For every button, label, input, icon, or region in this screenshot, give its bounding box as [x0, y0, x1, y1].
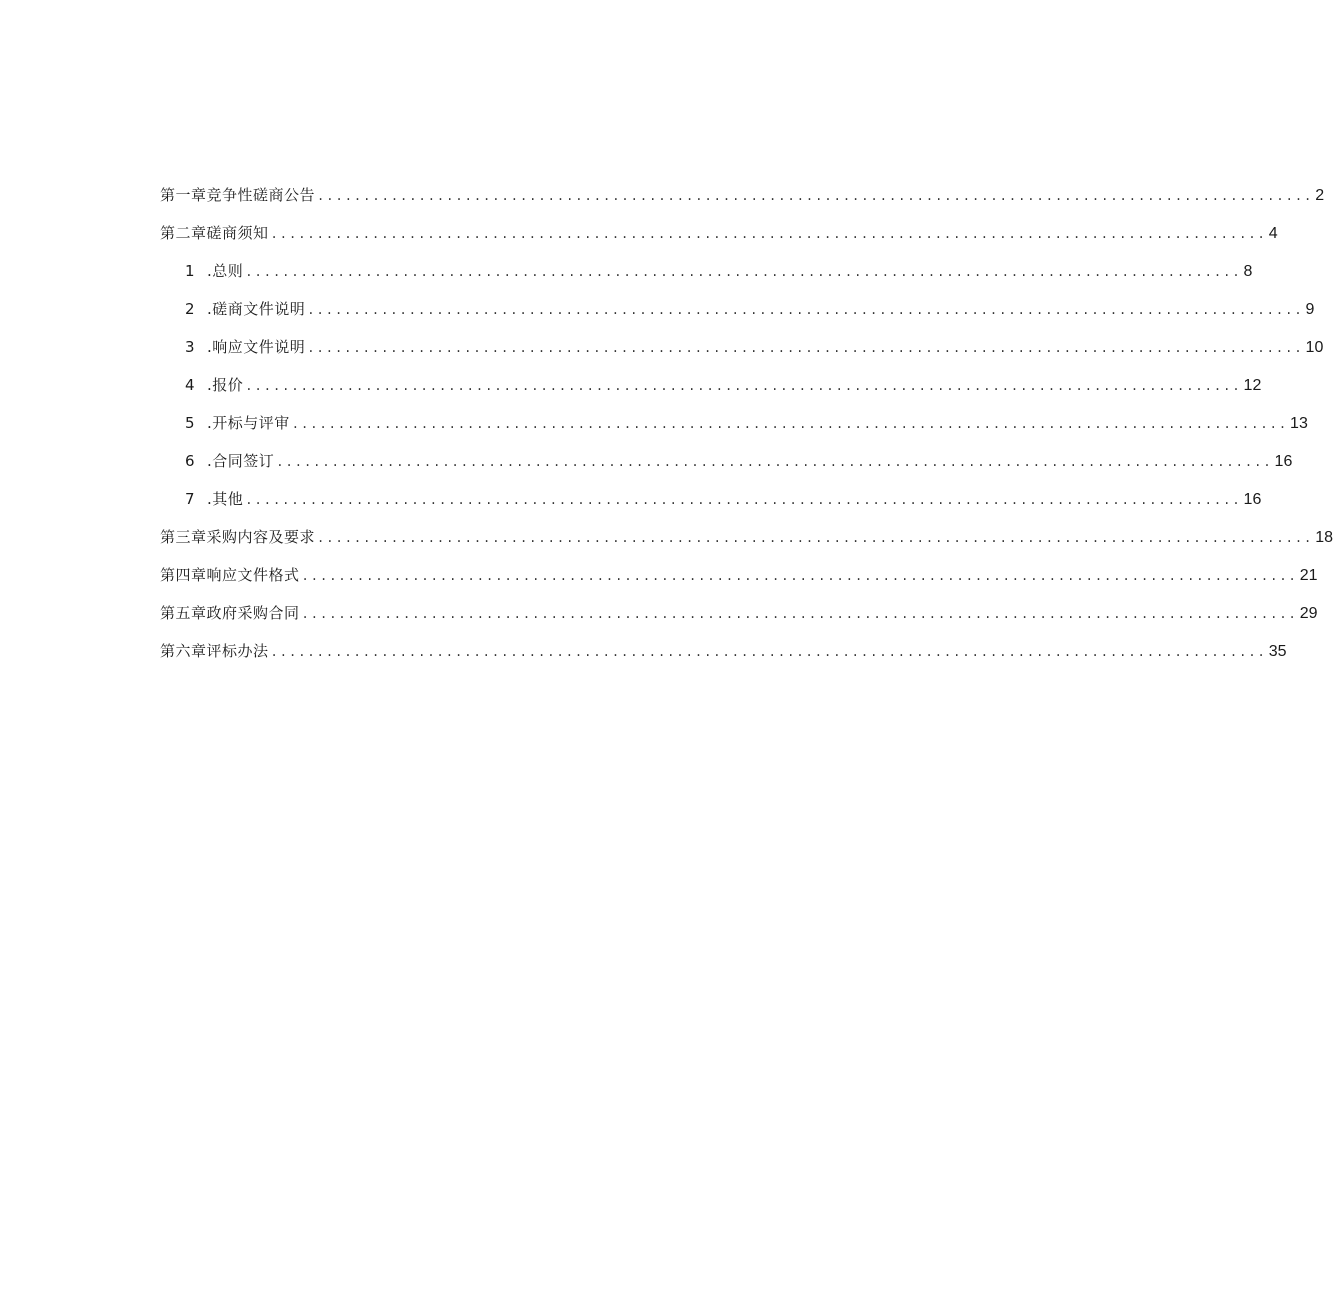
toc-page-number: 8	[1243, 263, 1253, 280]
toc-dot-leader: ............................................................................................................	[307, 341, 1304, 355]
toc-page-number: 18	[1315, 529, 1333, 546]
toc-section-title: .磋商文件说明	[207, 300, 306, 318]
toc-entry-title	[185, 370, 243, 400]
toc-entry-title: 第五章政府采购合同	[160, 604, 300, 622]
toc-page-number: 13	[1290, 415, 1308, 432]
toc-page-number: 10	[1305, 339, 1324, 356]
toc-entry-title	[185, 484, 243, 514]
toc-entry-title	[185, 446, 274, 476]
toc-dot-leader: ............................................................................................................	[276, 455, 1273, 469]
toc-dot-leader: ............................................................................................................	[301, 569, 1298, 583]
toc-entry-chapter-2[interactable]	[160, 218, 1278, 256]
toc-section-title: .响应文件说明	[207, 338, 306, 356]
toc-entry-section-4[interactable]	[160, 370, 1262, 408]
toc-page-number: 12	[1243, 377, 1262, 394]
toc-section-title: .其他	[207, 490, 244, 508]
toc-dot-leader: ............................................................................................................	[317, 531, 1314, 545]
toc-entry-section-3[interactable]	[160, 332, 1324, 370]
toc-entry-chapter-1[interactable]	[160, 180, 1325, 218]
toc-section-title: .合同签订	[207, 452, 275, 470]
toc-dot-leader: ............................................................................................................	[245, 265, 1242, 279]
toc-dot-leader: ............................................................................................................	[301, 607, 1298, 621]
toc-section-number: 7	[185, 490, 196, 508]
toc-page-number: 2	[1315, 187, 1325, 204]
toc-entry-section-7[interactable]	[160, 484, 1262, 522]
table-of-contents	[160, 180, 1333, 674]
toc-page-number: 16	[1243, 491, 1262, 508]
toc-entry-title	[185, 332, 305, 362]
toc-section-number: 4	[185, 376, 196, 394]
toc-entry-title: 第二章磋商须知	[160, 224, 269, 242]
toc-entry-title	[185, 294, 305, 324]
toc-section-number: 2	[185, 300, 196, 318]
toc-section-title: .开标与评审	[207, 414, 290, 432]
toc-section-number: 6	[185, 452, 196, 470]
toc-section-title: .总则	[207, 262, 244, 280]
toc-dot-leader: ............................................................................................................	[270, 227, 1267, 241]
toc-page-number: 4	[1268, 225, 1278, 242]
toc-page-number: 16	[1274, 453, 1293, 470]
toc-page-number: 29	[1299, 605, 1318, 622]
toc-page-number: 35	[1268, 643, 1287, 660]
toc-entry-chapter-5[interactable]	[160, 598, 1318, 636]
toc-entry-title: 第一章竞争性磋商公告	[160, 186, 316, 204]
toc-dot-leader: ............................................................................................................	[245, 379, 1242, 393]
toc-entry-chapter-6[interactable]	[160, 636, 1287, 674]
toc-entry-title: 第三章采购内容及要求	[160, 528, 316, 546]
toc-dot-leader: ............................................................................................................	[291, 417, 1289, 431]
toc-section-title: .报价	[207, 376, 244, 394]
toc-entry-title	[185, 256, 243, 286]
toc-entry-title	[185, 408, 290, 438]
toc-section-number: 3	[185, 338, 196, 356]
toc-entry-chapter-3[interactable]	[160, 522, 1333, 560]
toc-page-number: 9	[1305, 301, 1315, 318]
toc-entry-section-6[interactable]	[160, 446, 1293, 484]
toc-dot-leader: ............................................................................................................	[270, 645, 1267, 659]
toc-entry-section-2[interactable]	[160, 294, 1315, 332]
toc-section-number: 1	[185, 262, 196, 280]
toc-dot-leader: ............................................................................................................	[307, 303, 1304, 317]
toc-dot-leader: ............................................................................................................	[245, 493, 1242, 507]
toc-entry-section-1[interactable]	[160, 256, 1253, 294]
toc-entry-title: 第六章评标办法	[160, 642, 269, 660]
toc-entry-title: 第四章响应文件格式	[160, 566, 300, 584]
toc-page-number: 21	[1299, 567, 1318, 584]
toc-entry-section-5[interactable]	[160, 408, 1308, 446]
toc-entry-chapter-4[interactable]	[160, 560, 1318, 598]
toc-section-number: 5	[185, 414, 196, 432]
toc-dot-leader: ............................................................................................................	[317, 189, 1314, 203]
